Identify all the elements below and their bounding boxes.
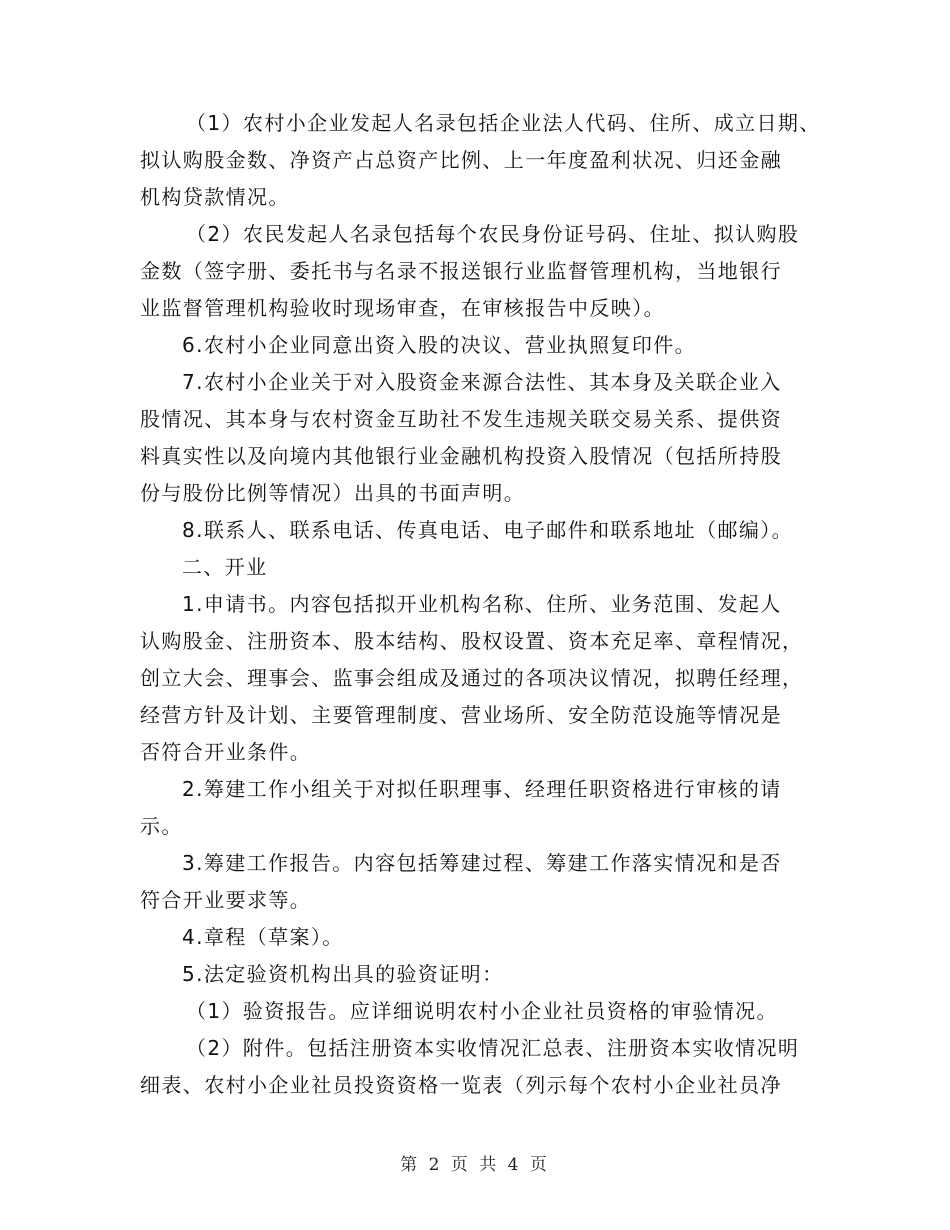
text-line: 1.申请书。内容包括拟开业机构名称、住所、业务范围、发起人 — [182, 592, 782, 616]
page-number-footer: 第 2 页 共 4 页 — [400, 1155, 550, 1175]
text-line: （2）附件。包括注册资本实收情况汇总表、注册资本实收情况明 — [186, 1036, 800, 1060]
paragraph-open-5 — [140, 956, 820, 993]
paragraph-item-6 — [140, 327, 820, 364]
text-line: 5.法定验资机构出具的验资证明： — [182, 962, 504, 986]
text-line: 二、开业 — [182, 555, 268, 579]
paragraph-open-3 — [140, 845, 820, 919]
section-heading-opening — [140, 549, 820, 586]
text-line: 份与股份比例等情况）出具的书面声明。 — [140, 481, 526, 505]
paragraph-open-5-2 — [140, 1030, 820, 1104]
paragraph-open-4 — [140, 919, 820, 956]
paragraph-open-2 — [140, 771, 820, 845]
text-line: 符合开业要求等。 — [140, 888, 312, 912]
text-line: 拟认购股金数、净资产占总资产比例、上一年度盈利状况、归还金融 — [140, 148, 782, 172]
text-line: （2）农民发起人名录包括每个农民身份证号码、住址、拟认购股 — [186, 222, 800, 246]
text-line: 示。 — [140, 814, 183, 838]
text-line: 机构贷款情况。 — [140, 185, 290, 209]
paragraph-promoter-enterprise — [140, 105, 820, 216]
text-line: 细表、农村小企业社员投资资格一览表（列示每个农村小企业社员净 — [140, 1073, 782, 1097]
text-line: 经营方针及计划、主要管理制度、营业场所、安全防范设施等情况是 — [140, 703, 782, 727]
paragraph-promoter-farmer — [140, 216, 820, 327]
paragraph-open-5-1 — [140, 993, 820, 1030]
text-line: 4.章程（草案）。 — [182, 925, 344, 949]
text-line: 创立大会、理事会、监事会组成及通过的各项决议情况，拟聘任经理， — [140, 666, 804, 690]
paragraph-item-7 — [140, 364, 820, 512]
text-line: （1）农村小企业发起人名录包括企业法人代码、住所、成立日期、 — [186, 111, 821, 135]
text-line: 3.筹建工作报告。内容包括筹建过程、筹建工作落实情况和是否 — [182, 851, 782, 875]
text-line: 业监督管理机构验收时现场审查，在审核报告中反映）。 — [140, 296, 665, 320]
text-line: 6.农村小企业同意出资入股的决议、营业执照复印件。 — [182, 333, 697, 357]
text-line: 股情况、其本身与农村资金互助社不发生违规关联交易关系、提供资 — [140, 407, 782, 431]
text-line: 料真实性以及向境内其他银行业金融机构投资入股情况（包括所持股 — [140, 444, 782, 468]
text-line: 否符合开业条件。 — [140, 740, 312, 764]
text-line: （1）验资报告。应详细说明农村小企业社员资格的审验情况。 — [186, 999, 778, 1023]
paragraph-open-1 — [140, 586, 820, 771]
document-body — [140, 105, 820, 1104]
text-line: 8.联系人、联系电话、传真电话、电子邮件和联系地址（邮编）。 — [182, 518, 794, 542]
text-line: 2.筹建工作小组关于对拟任职理事、经理任职资格进行审核的请 — [182, 777, 782, 801]
text-line: 金数（签字册、委托书与名录不报送银行业监督管理机构，当地银行 — [140, 259, 782, 283]
text-line: 7.农村小企业关于对入股资金来源合法性、其本身及关联企业入 — [182, 370, 782, 394]
paragraph-item-8 — [140, 512, 820, 549]
text-line: 认购股金、注册资本、股本结构、股权设置、资本充足率、章程情况， — [140, 629, 804, 653]
